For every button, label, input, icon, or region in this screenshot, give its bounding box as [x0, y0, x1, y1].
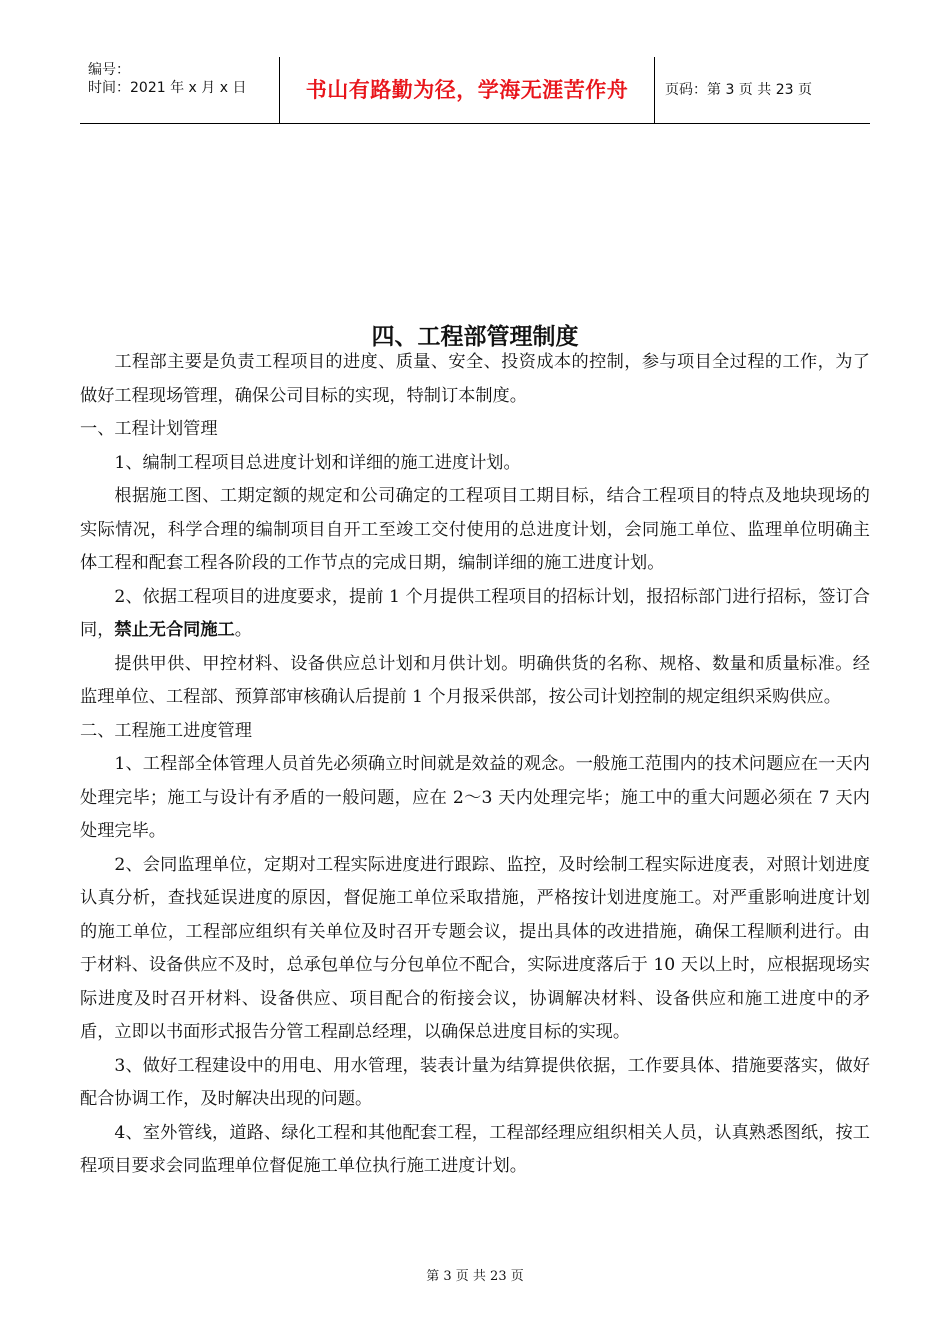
- progress-item-4: 4、室外管线，道路、绿化工程和其他配套工程，工程部经理应组织相关人员，认真熟悉图纸，按工程项目要求会同监理单位督促施工单位执行施工进度计划。: [80, 1122, 870, 1176]
- section-heading-plan: 一、工程计划管理: [80, 419, 218, 439]
- page-footer: 第 3 页 共 23 页: [426, 1269, 524, 1284]
- plan-item-2-emphasis: 禁止无合同施工: [114, 620, 235, 640]
- plan-item-2-end: 。: [234, 620, 252, 640]
- progress-item-1: 1、工程部全体管理人员首先必须确立时间就是效益的观念。一般施工范围内的技术问题应在一天内处理完毕；施工与设计有矛盾的一般问题，应在 2～3 天内处理完毕；施工中的重大问题必须在 7 天内处理完毕。: [80, 754, 870, 841]
- plan-item-2-text: 2、依据工程项目的进度要求，提前 1 个月提供工程项目的招标计划，报招标部门进行招标，签订合同，: [80, 586, 870, 640]
- header-meta-cell: [80, 57, 280, 123]
- plan-item-2-detail: 提供甲供、甲控材料、设备供应总计划和月供计划。明确供货的名称、规格、数量和质量标准。经监理单位、工程部、预算部审核确认后提前 1 个月报采供部，按公司计划控制的规定组织采购供应。: [80, 653, 870, 707]
- plan-item-1: 1、编制工程项目总进度计划和详细的施工进度计划。: [114, 452, 521, 473]
- document-body: [80, 346, 870, 1184]
- intro-paragraph: 工程部主要是负责工程项目的进度、质量、安全、投资成本的控制，参与项目全过程的工作，为了做好工程现场管理，确保公司目标的实现，特制订本制度。: [80, 352, 870, 406]
- serial-label: 编号：: [88, 62, 130, 78]
- header-motto: 书山有路勤为径，学海无涯苦作舟: [280, 57, 655, 123]
- date-label: 时间：2021 年 x 月 x 日: [88, 80, 247, 96]
- header-page-label: 页码：第 3 页 共 23 页: [665, 82, 812, 98]
- progress-item-3: 3、做好工程建设中的用电、用水管理，装表计量为结算提供依据，工作要具体、措施要落实，做好配合协调工作，及时解决出现的问题。: [80, 1055, 870, 1109]
- document-title: 四、工程部管理制度: [371, 323, 579, 350]
- section-heading-progress: 二、工程施工进度管理: [80, 720, 252, 741]
- plan-item-2: [80, 581, 870, 648]
- plan-item-1-detail: 根据施工图、工期定额的规定和公司确定的工程项目工期目标，结合工程项目的特点及地块现场的实际情况，科学合理的编制项目自开工至竣工交付使用的总进度计划，会同施工单位、监理单位明确主体工程和配套工程各阶段的工作节点的完成日期，编制详细的施工进度计划。: [80, 486, 870, 573]
- progress-item-2: 2、会同监理单位，定期对工程实际进度进行跟踪、监控，及时绘制工程实际进度表，对照计划进度认真分析，查找延误进度的原因，督促施工单位采取措施，严格按计划进度施工。对严重影响进度计划的施工单位，工程部应组织有关单位及时召开专题会议，提出具体的改进措施，确保工程顺利进行。由于材料、设备供应不及时，总承包单位与分包单位不配合，实际进度落后于 10 天以上时，应根据现场实际进度及时召开材料、设备供应、项目配合的衔接会议，协调解决材料、设备供应和施工进度中的矛盾，立即以书面形式报告分管工程副总经理，以确保总进度目标的实现。: [80, 854, 870, 1042]
- page-header: [80, 57, 870, 124]
